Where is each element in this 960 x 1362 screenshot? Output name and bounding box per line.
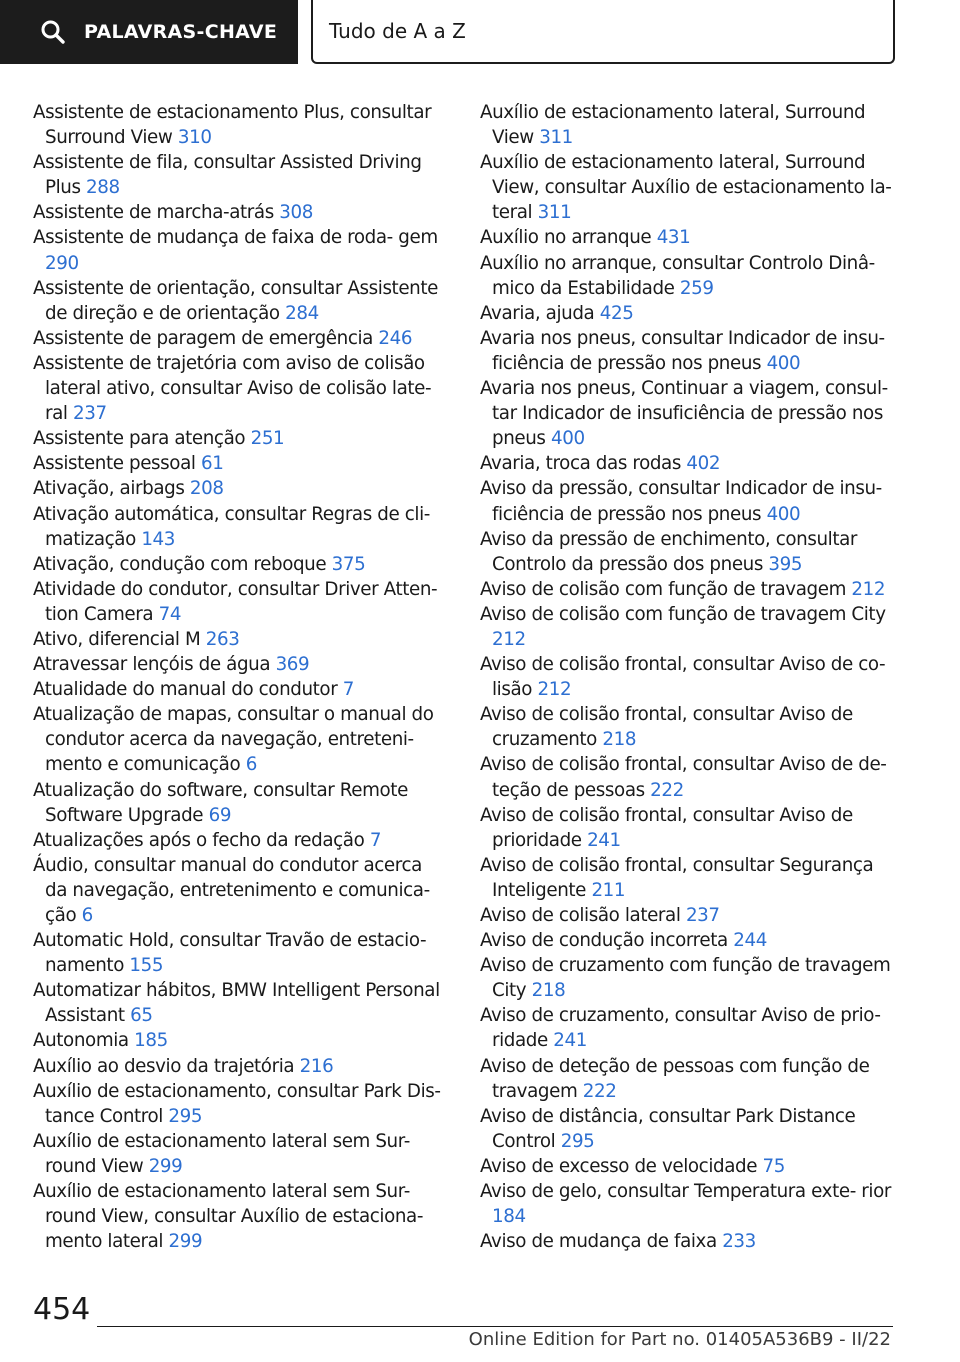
index-entry-text: Avaria nos pneus, consultar Indicador de insu- ficiência de pressão nos pneus <box>480 327 885 374</box>
index-page-link[interactable]: 246 <box>378 327 413 349</box>
index-entry <box>480 476 895 526</box>
index-page-link[interactable]: 222 <box>582 1080 617 1102</box>
index-entry <box>480 301 895 326</box>
index-page-link[interactable]: 184 <box>492 1206 526 1228</box>
index-page-link[interactable]: 400 <box>550 428 585 450</box>
index-entry-text: Assistente de paragem de emergência <box>33 327 373 349</box>
index-entry <box>480 1154 895 1179</box>
index-entry <box>480 225 895 250</box>
index-page-link[interactable]: 299 <box>168 1231 203 1253</box>
index-page-link[interactable]: 263 <box>205 628 240 650</box>
index-entry <box>480 752 895 802</box>
index-entry-text: Áudio, consultar manual do condutor acerca da navegação, entretenimento e comunica- ção <box>33 854 430 926</box>
index-entry <box>33 627 448 652</box>
index-entry <box>480 928 895 953</box>
index-entry <box>480 451 895 476</box>
index-entry <box>33 1179 448 1254</box>
index-entry <box>33 426 448 451</box>
index-entry-text: Ativação automática, consultar Regras de cli- matização <box>33 503 430 550</box>
index-entry <box>33 702 448 777</box>
index-entry-text: Aviso de condução incorreta <box>480 930 728 952</box>
index-entry <box>33 652 448 677</box>
footer-divider <box>97 1326 893 1327</box>
index-page-link[interactable]: 284 <box>285 302 319 324</box>
index-page-link[interactable]: 288 <box>86 177 120 199</box>
index-entry-text: Automatizar hábitos, BMW Intelligent Personal Assistant <box>33 980 440 1027</box>
index-entry-text: Aviso de colisão frontal, consultar Aviso de prioridade <box>480 804 853 851</box>
index-entry <box>480 853 895 903</box>
index-entry-text: Atualizações após o fecho da redação <box>33 829 365 851</box>
index-entry <box>33 276 448 326</box>
index-entry-text: Auxílio de estacionamento, consultar Park Dis- tance Control <box>33 1080 441 1127</box>
index-entry-text: Aviso de deteção de pessoas com função de travagem <box>480 1055 870 1102</box>
index-page-link[interactable]: 7 <box>369 829 382 851</box>
index-page-link[interactable]: 212 <box>851 578 886 600</box>
index-page-link[interactable]: 185 <box>134 1030 168 1052</box>
index-entry-text: Atualidade do manual do condutor <box>33 679 338 701</box>
index-page-link[interactable]: 311 <box>539 127 573 149</box>
index-entry-text: Assistente para atenção <box>33 428 246 450</box>
index-entry-text: Avaria, ajuda <box>480 302 595 324</box>
index-entry <box>480 652 895 702</box>
index-entry <box>480 1054 895 1104</box>
index-entry <box>480 1003 895 1053</box>
index-entry <box>33 1054 448 1079</box>
index-entry <box>480 1229 895 1254</box>
index-entry-text: Assistente de trajetória com aviso de colisão lateral ativo, consultar Aviso de colisão late- ral <box>33 352 432 425</box>
index-entry <box>33 200 448 225</box>
index-page-link[interactable]: 237 <box>73 403 107 425</box>
index-entry <box>480 1104 895 1154</box>
header <box>0 0 960 66</box>
index-entry-text: Automatic Hold, consultar Travão de estacio- namento <box>33 930 427 977</box>
index-page-link[interactable]: 212 <box>492 628 526 650</box>
index-column-right <box>480 100 895 1254</box>
index-page-link[interactable]: 6 <box>81 905 93 926</box>
index-entry-text: Aviso da pressão, consultar Indicador de insu- ficiência de pressão nos pneus <box>480 478 882 525</box>
index-entry <box>33 978 448 1028</box>
index-entry <box>480 376 895 451</box>
index-entry-text: Auxílio de estacionamento lateral sem Sur- round View <box>33 1130 410 1177</box>
page-number: 454 <box>33 1292 91 1327</box>
index-page-link[interactable]: 308 <box>279 202 313 224</box>
index-entry <box>33 326 448 351</box>
index-page-link[interactable]: 425 <box>599 302 634 324</box>
index-entry <box>33 778 448 828</box>
index-entry-text: Aviso de cruzamento, consultar Aviso de prio- ridade <box>480 1005 881 1052</box>
index-entry-text: Auxílio no arranque, consultar Controlo Dinâ- mico da Estabilidade <box>480 252 875 299</box>
index-entry <box>33 828 448 853</box>
index-page-link[interactable]: 299 <box>148 1155 183 1177</box>
index-entry <box>33 928 448 978</box>
index-entry-text: Aviso da pressão de enchimento, consultar Controlo da pressão dos pneus <box>480 528 858 575</box>
index-page-link[interactable]: 222 <box>650 779 684 801</box>
index-entry-text: Ativação, condução com reboque <box>33 553 327 575</box>
index-entry-text: Avaria, troca das rodas <box>480 453 681 475</box>
index-page-link[interactable]: 395 <box>768 553 803 575</box>
index-entry-text: Aviso de colisão com função de travagem <box>480 578 846 600</box>
index-page-link[interactable]: 295 <box>560 1130 595 1152</box>
index-page-link[interactable]: 6 <box>245 754 257 776</box>
index-entry <box>33 100 448 150</box>
index-page-link[interactable]: 259 <box>679 277 714 299</box>
footer-edition: Online Edition for Part no. 01405A536B9 - II/22 <box>468 1329 891 1350</box>
index-page-link[interactable]: 155 <box>129 955 164 977</box>
index-page-link[interactable]: 310 <box>177 127 212 149</box>
index-entry <box>480 602 895 652</box>
index-entry-text: Auxílio de estacionamento lateral, Surround View <box>480 102 866 149</box>
index-entry-text: Assistente de marcha-atrás <box>33 202 274 224</box>
index-entry-text: Aviso de colisão frontal, consultar Aviso de de- teção de pessoas <box>480 754 887 801</box>
index-page-link[interactable]: 369 <box>275 654 310 676</box>
index-entry <box>33 1129 448 1179</box>
index-entry-text: Avaria nos pneus, Continuar a viagem, consul- tar Indicador de insuficiência de pressão nos pneus <box>480 378 888 450</box>
index-entry <box>480 527 895 577</box>
index-entry-text: Auxílio de estacionamento lateral, Surround View, consultar Auxílio de estacionamento la- teral <box>480 152 892 224</box>
index-page-link[interactable]: 216 <box>299 1055 334 1077</box>
index-page-link[interactable]: 65 <box>130 1005 153 1027</box>
index-entry <box>33 677 448 702</box>
index-entry-text: Aviso de colisão lateral <box>480 905 681 926</box>
index-entry <box>480 1179 895 1229</box>
index-page-link[interactable]: 241 <box>553 1030 587 1052</box>
index-entry-text: Aviso de colisão frontal, consultar Aviso de co- lisão <box>480 654 886 701</box>
index-entry-text: Assistente de mudança de faixa de roda- gem <box>33 227 438 249</box>
index-entry <box>33 853 448 928</box>
index-entry-text: Auxílio no arranque <box>480 227 652 249</box>
index-page-link[interactable]: 7 <box>342 679 354 701</box>
index-entry-text: Assistente pessoal <box>33 453 196 475</box>
index-entry-text: Assistente de orientação, consultar Assistente de direção e de orientação <box>33 277 438 324</box>
index-page-link[interactable]: 244 <box>733 930 767 952</box>
index-page-link[interactable]: 311 <box>537 202 572 224</box>
keywords-tab-label: PALAVRAS-CHAVE <box>84 21 278 43</box>
index-entry <box>33 502 448 552</box>
index-entry-text: Aviso de excesso de velocidade <box>480 1155 758 1177</box>
index-entry <box>33 150 448 200</box>
index-page-link[interactable]: 290 <box>45 252 79 274</box>
index-entry-text: Assistente de fila, consultar Assisted Driving Plus <box>33 152 422 199</box>
index-entry-text: Atividade do condutor, consultar Driver Atten- tion Camera <box>33 578 438 625</box>
index-entry-text: Aviso de gelo, consultar Temperatura exte- rior <box>480 1181 891 1203</box>
index-entry-text: Autonomia <box>33 1030 129 1052</box>
index-entry-text: Aviso de mudança de faixa <box>480 1231 717 1253</box>
a-to-z-tab[interactable] <box>311 0 895 64</box>
index-entry <box>33 351 448 426</box>
index-page-link[interactable]: 431 <box>656 227 691 249</box>
index-entry-text: Ativação, airbags <box>33 478 185 500</box>
index-page-link[interactable]: 75 <box>762 1155 785 1177</box>
index-page-link[interactable]: 241 <box>587 829 621 851</box>
index-entry <box>33 225 448 275</box>
index-entry-text: Auxílio de estacionamento lateral sem Sur- round View, consultar Auxílio de estaciona- mento lateral <box>33 1181 424 1253</box>
index-entry <box>480 326 895 376</box>
index-entry <box>33 1079 448 1129</box>
index-page-link[interactable]: 218 <box>602 729 637 751</box>
index-page-link[interactable]: 61 <box>200 453 224 475</box>
index-entry-text: Atravessar lençóis de água <box>33 654 271 676</box>
index-entry <box>480 251 895 301</box>
index-entry-text: Aviso de distância, consultar Park Distance Control <box>480 1105 856 1152</box>
index-entry <box>480 150 895 225</box>
index-entry-text: Auxílio ao desvio da trajetória <box>33 1055 295 1077</box>
index-page-link[interactable]: 295 <box>168 1105 203 1127</box>
index-entry <box>480 100 895 150</box>
index-entry-text: Aviso de colisão com função de travagem City <box>480 603 886 625</box>
index-entry <box>33 577 448 627</box>
index-page-link[interactable]: 211 <box>591 879 626 901</box>
index-entry <box>480 803 895 853</box>
index-page-link[interactable]: 375 <box>331 553 366 575</box>
index-entry <box>480 702 895 752</box>
index-page-link[interactable]: 402 <box>686 453 721 475</box>
index-page-link[interactable]: 74 <box>158 603 182 625</box>
index-entry <box>33 451 448 476</box>
index-entry <box>480 953 895 1003</box>
index-column-left <box>33 100 448 1254</box>
index-entry <box>480 577 895 602</box>
index-page-link[interactable]: 400 <box>766 352 801 374</box>
index-entry <box>480 903 895 928</box>
index-entry-text: Ativo, diferencial M <box>33 628 201 650</box>
index-entry <box>33 552 448 577</box>
index-entry <box>33 476 448 501</box>
index-entry-text: Atualização de mapas, consultar o manual do condutor acerca da navegação, entreteni- mento e comunicação <box>33 704 434 776</box>
index-page-link[interactable]: 251 <box>250 428 285 450</box>
search-icon <box>40 18 68 46</box>
index-entry-text: Aviso de colisão frontal, consultar Aviso de cruzamento <box>480 704 853 751</box>
index-page-link[interactable]: 208 <box>189 478 224 500</box>
index-entry-text: Atualização do software, consultar Remote Software Upgrade <box>33 779 408 826</box>
index-page-link[interactable]: 233 <box>722 1231 756 1253</box>
index-entry <box>33 1028 448 1053</box>
index-page-link[interactable]: 218 <box>531 980 566 1002</box>
a-to-z-tab-label: Tudo de A a Z <box>329 19 466 43</box>
index-page-link[interactable]: 400 <box>766 503 801 525</box>
index-page-link[interactable]: 143 <box>141 528 176 550</box>
keywords-tab[interactable] <box>0 0 298 64</box>
index-entry-text: Aviso de cruzamento com função de travagem City <box>480 955 891 1002</box>
index-entry-text: Assistente de estacionamento Plus, consultar Surround View <box>33 102 432 149</box>
index-page-link[interactable]: 212 <box>537 679 572 701</box>
index-page-link[interactable]: 69 <box>208 804 232 826</box>
index-page-link[interactable]: 237 <box>685 905 720 926</box>
index-entry-text: Aviso de colisão frontal, consultar Segurança Inteligente <box>480 854 874 901</box>
